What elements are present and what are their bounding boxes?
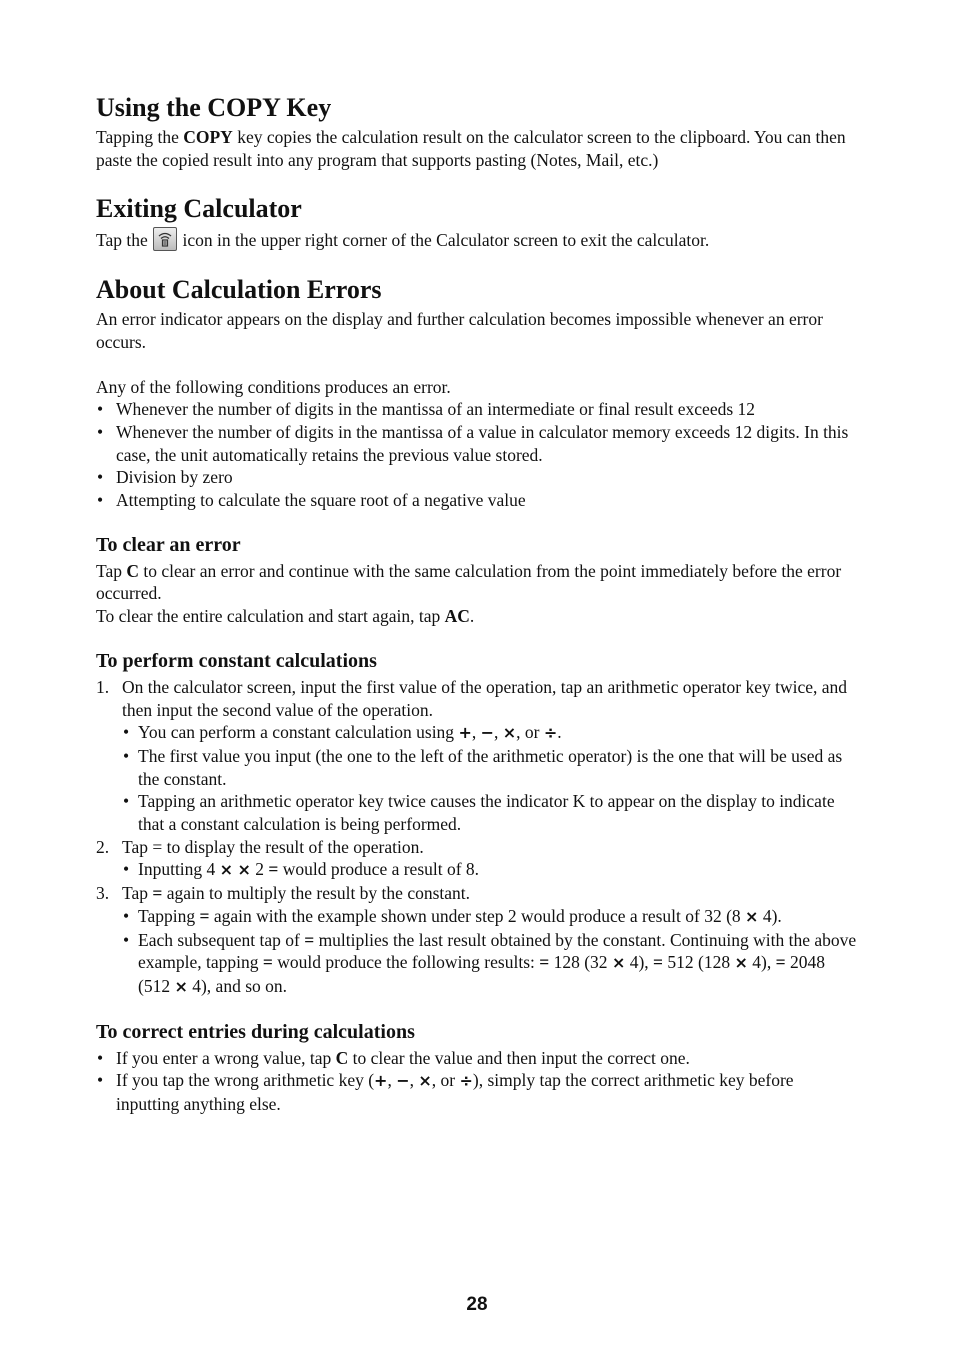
equals-key-label: = xyxy=(539,952,550,973)
step-3 xyxy=(96,882,860,999)
multiply-icon: × xyxy=(745,906,759,926)
multiply-icon: × xyxy=(734,953,748,973)
step-text: Tap = to display the result of the operation. xyxy=(122,836,424,857)
step-2-notes xyxy=(122,858,860,882)
heading-clear-error: To clear an error xyxy=(96,533,241,556)
multiply-icon: × xyxy=(611,953,626,973)
text: again to multiply the result by the constant. xyxy=(162,883,471,904)
text: Tap the xyxy=(96,230,153,251)
list-item: • Whenever the number of digits in the mantissa of a value in calculator memory exceeds 12 digits. In this case, the unit automatically retains the previous value stored. xyxy=(96,421,860,466)
text: to clear an error and continue with the same calculation from the point immediately before the error occurred. xyxy=(96,560,842,604)
plus-icon: + xyxy=(458,723,472,743)
text: Tap xyxy=(122,883,153,904)
text: Tap xyxy=(96,560,127,581)
constant-steps-list xyxy=(96,676,860,999)
correct-entries-list xyxy=(96,1047,860,1116)
list-item xyxy=(122,858,860,882)
c-key-label: C xyxy=(126,560,140,581)
text: 4), and so on. xyxy=(187,975,288,996)
plus-icon: + xyxy=(374,1071,388,1091)
text: 512 (128 xyxy=(663,952,735,973)
text: Tapping xyxy=(138,905,200,926)
equals-key-label: = xyxy=(199,905,210,926)
multiply-icon: × xyxy=(237,860,251,880)
step-number: 1. xyxy=(96,676,110,697)
text: , or xyxy=(516,722,544,743)
equals-key-label: = xyxy=(262,952,273,973)
heading-correct-entries: To correct entries during calculations xyxy=(96,1020,415,1043)
text: to clear the value and then input the correct one. xyxy=(348,1047,690,1068)
copy-key-paragraph xyxy=(96,126,860,171)
text: , or xyxy=(431,1070,460,1091)
heading-calculation-errors: About Calculation Errors xyxy=(96,275,382,305)
equals-key-label: = xyxy=(653,952,664,973)
page-number: 28 xyxy=(466,1294,488,1315)
list-item: • Attempting to calculate the square root of a negative value xyxy=(96,489,860,512)
text: Tapping the xyxy=(96,127,184,147)
multiply-icon: × xyxy=(502,723,517,743)
clear-error-line-2 xyxy=(96,605,860,628)
text: Each subsequent tap of xyxy=(138,929,305,950)
errors-intro: An error indicator appears on the display and further calculation becomes impossible whenever an error occurs. xyxy=(96,309,823,352)
list-item: • Whenever the number of digits in the mantissa of an intermediate or final result exceeds 12 xyxy=(96,398,860,421)
text: key copies the calculation result on the calculator screen to the clipboard. You can then paste the copied result into any program that supports pasting (Notes, Mail, etc.) xyxy=(96,127,846,170)
text: 4), xyxy=(625,952,654,973)
divide-icon: ÷ xyxy=(459,1071,473,1091)
step-3-notes xyxy=(122,905,860,999)
multiply-icon: × xyxy=(219,860,234,880)
list-item: • The first value you input (the one to the left of the arithmetic operator) is the one that will be used as the constant. xyxy=(122,745,860,790)
step-text: On the calculator screen, input the first value of the operation, tap an arithmetic operator key twice, and then input the second value of the operation. xyxy=(122,676,847,720)
multiply-icon: × xyxy=(174,976,188,996)
text: Inputting 4 xyxy=(138,859,220,880)
step-2 xyxy=(96,836,860,882)
minus-icon: − xyxy=(480,723,494,743)
text: 4). xyxy=(758,905,782,926)
ac-key-label: AC xyxy=(444,606,470,627)
text: ), simply tap the correct arithmetic key before inputting anything else. xyxy=(116,1070,794,1115)
list-item xyxy=(96,1047,860,1070)
text: 2048 (512 xyxy=(138,952,825,996)
text: 4), xyxy=(747,952,776,973)
errors-conditions-intro: Any of the following conditions produces an error. xyxy=(96,376,451,397)
heading-copy-key: Using the COPY Key xyxy=(96,93,332,122)
exit-app-icon xyxy=(153,227,177,251)
text: 2 xyxy=(250,859,269,880)
list-item: • You can perform a constant calculation using +, −, ×, or ÷. xyxy=(122,721,860,745)
text: icon in the upper right corner of the Calculator screen to exit the calculator. xyxy=(178,230,710,251)
divide-icon: ÷ xyxy=(543,723,558,743)
multiply-icon: × xyxy=(418,1071,432,1091)
equals-key-label: = xyxy=(304,929,315,950)
step-number: 2. xyxy=(96,836,110,857)
list-item: • If you tap the wrong arithmetic key (+, −, ×, or ÷), simply tap the correct arithmetic key before inputting anything else. xyxy=(96,1069,860,1115)
minus-icon: − xyxy=(396,1071,410,1091)
step-1-notes xyxy=(122,721,860,836)
equals-key-label: = xyxy=(152,883,163,904)
heading-exiting-calculator: Exiting Calculator xyxy=(96,194,302,224)
text: If you enter a wrong value, tap xyxy=(116,1047,336,1068)
text: To clear the entire calculation and start again, tap xyxy=(96,606,445,627)
step-number: 3. xyxy=(96,883,110,904)
text: If you tap the wrong arithmetic key ( xyxy=(116,1070,375,1091)
text: You can perform a constant calculation using xyxy=(138,722,459,743)
clear-error-line-1 xyxy=(96,560,860,605)
c-key-label: C xyxy=(335,1047,349,1068)
equals-key-label: = xyxy=(268,859,279,880)
heading-constant-calculations: To perform constant calculations xyxy=(96,649,377,672)
list-item: • Division by zero xyxy=(96,466,860,489)
text: would produce the following results: xyxy=(272,952,540,973)
exiting-paragraph xyxy=(96,227,860,252)
text: would produce a result of 8. xyxy=(278,859,480,880)
list-item xyxy=(122,929,860,999)
text: 128 (32 xyxy=(549,952,612,973)
text: . xyxy=(469,606,475,627)
text: multiplies the last result obtained by the constant. Continuing with the above example, tapping xyxy=(138,929,857,973)
equals-key-label: = xyxy=(775,952,786,973)
text: . xyxy=(557,722,562,743)
document-page xyxy=(96,92,860,1116)
error-conditions-list xyxy=(96,398,860,512)
list-item: • Tapping an arithmetic operator key twice causes the indicator K to appear on the display to indicate that a constant calculation is being performed. xyxy=(122,790,860,835)
list-item xyxy=(122,905,860,929)
copy-key-label: COPY xyxy=(183,127,233,147)
text: again with the example shown under step 2 would produce a result of 32 (8 xyxy=(209,905,746,926)
step-1 xyxy=(96,676,860,836)
